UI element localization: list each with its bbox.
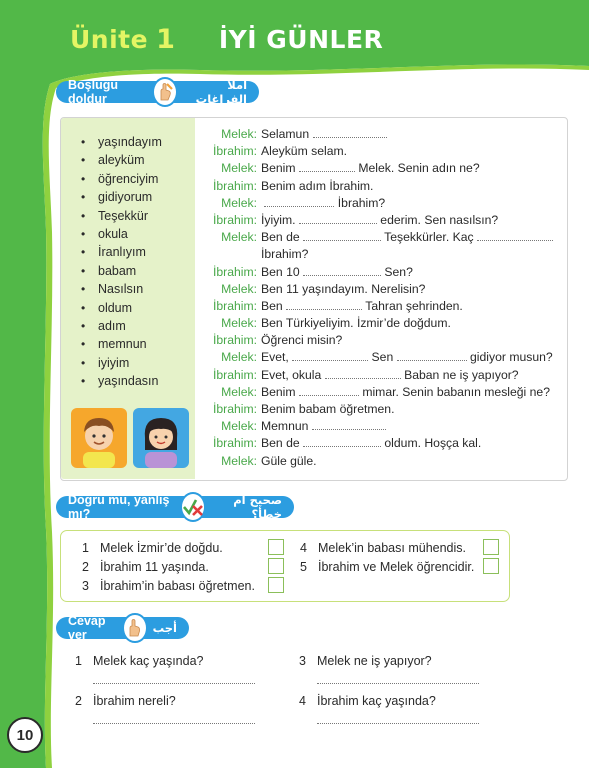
word-bank-item: • memnun [81, 335, 162, 353]
dialog-line [197, 367, 567, 384]
word-bank-item: • aleyküm [81, 151, 162, 169]
section-title: Cevap ver [68, 614, 106, 642]
dialog-line [197, 143, 567, 160]
dialog-segment: Öğrenci misin? [261, 333, 343, 348]
section-pill-answer [56, 614, 189, 642]
word-bank-item: • okula [81, 225, 162, 243]
speaker-name: Melek: [221, 281, 257, 296]
dialog-line [197, 178, 567, 195]
speaker-name [197, 246, 257, 263]
speaker-name: Melek: [221, 230, 257, 245]
speaker-name: İbrahim: [212, 333, 257, 348]
blank-field[interactable] [299, 214, 377, 224]
blank-field[interactable] [303, 437, 381, 447]
dialog-text [257, 384, 550, 401]
speaker-name: Melek: [221, 419, 257, 434]
dialog-line [197, 435, 567, 452]
dialog-line [197, 332, 567, 349]
dialog-line [197, 281, 567, 298]
word-bank-item: • adım [81, 317, 162, 335]
answer-line[interactable] [93, 683, 255, 684]
dialog-text [257, 315, 451, 332]
dialog-segment: Benim adım İbrahim. [261, 178, 374, 193]
blank-field[interactable] [299, 162, 355, 172]
dialog-segment: Teşekkürler. Kaç [381, 230, 477, 245]
dialog-line [197, 160, 567, 177]
speaker-name: İbrahim: [212, 436, 257, 451]
boy-illustration [71, 408, 127, 468]
dialog-line [197, 126, 567, 143]
dialog-text [257, 126, 387, 143]
speaker-name: Melek: [221, 127, 257, 141]
blank-field[interactable] [303, 231, 381, 241]
speaker-name: Melek: [221, 161, 257, 176]
dialog-segment: Evet, okula [261, 367, 325, 382]
blank-field[interactable] [325, 369, 401, 379]
speaker-name: Melek: [221, 384, 257, 399]
question: 1 Melek kaç yaşında? [75, 654, 204, 668]
statement: 4 Melek’in babası mühendis. [300, 541, 466, 555]
blank-field[interactable] [264, 197, 334, 207]
dialog-text [257, 178, 373, 195]
blank-field[interactable] [312, 420, 386, 430]
dialog-segment: Benim babam öğretmen. [261, 402, 395, 416]
dialog-line [197, 384, 567, 401]
dialog-text [257, 332, 342, 349]
speaker-name: İbrahim: [212, 212, 257, 227]
statement: 1 Melek İzmir’de doğdu. [82, 541, 223, 555]
page-number: 10 [7, 717, 43, 753]
word-bank-item: • gidiyorum [81, 188, 162, 206]
dialog-segment: Aleyküm selam. [261, 144, 348, 159]
speaker-name: Melek: [221, 316, 257, 331]
dialog-line [197, 349, 567, 366]
dialog-segment: Memnun [261, 419, 312, 434]
answer-line[interactable] [317, 723, 479, 724]
section-title: Doğru mu, yanlış mı? [68, 493, 170, 521]
statement: 5 İbrahim ve Melek öğrencidir. [300, 560, 475, 574]
word-bank-list [81, 133, 162, 390]
speaker-name: İbrahim: [212, 298, 257, 313]
dialog-text [257, 195, 385, 212]
word-bank [61, 118, 195, 479]
blank-field[interactable] [286, 300, 362, 310]
dialog-segment: İbrahim? [261, 247, 309, 262]
dialog [197, 126, 567, 470]
dialog-segment: Ben [261, 298, 287, 313]
dialog-segment: Ben de [261, 230, 304, 245]
dialog-line [197, 264, 567, 281]
dialog-line [197, 212, 567, 229]
answer-checkbox[interactable] [268, 539, 284, 555]
dialog-text [257, 435, 481, 452]
speaker-name: Melek: [221, 350, 257, 365]
answer-checkbox[interactable] [268, 558, 284, 574]
speaker-name: İbrahim: [212, 144, 257, 159]
blank-field[interactable] [299, 386, 359, 396]
dialog-segment: Evet, [261, 350, 293, 365]
dialog-line [197, 229, 567, 246]
blank-field[interactable] [397, 351, 467, 361]
word-bank-item: • yaşındayım [81, 133, 162, 151]
section-title-arabic: صحيح أم خطأ؟ [233, 493, 282, 521]
dialog-segment: Sen [368, 350, 397, 365]
answer-checkbox[interactable] [483, 539, 499, 555]
unit-title: İYİ GÜNLER [218, 25, 384, 54]
dialog-text [257, 349, 553, 366]
word-bank-item: • Nasılsın [81, 280, 162, 298]
section-title-arabic: املأ الفراغات [195, 78, 248, 106]
statement: 2 İbrahim 11 yaşında. [82, 560, 209, 574]
dialog-segment: Melek. Senin adın ne? [354, 161, 480, 176]
dialog-text [257, 143, 347, 160]
question: 4 İbrahim kaç yaşında? [299, 694, 436, 708]
dialog-text [257, 298, 463, 315]
dialog-text [257, 418, 386, 435]
dialog-segment: Tahran şehrinden. [362, 298, 463, 313]
dialog-line [197, 453, 567, 470]
dialog-segment: Ben de [261, 436, 304, 451]
dialog-text [257, 160, 480, 177]
girl-illustration [133, 408, 189, 468]
dialog-text [257, 264, 413, 281]
word-bank-item: • babam [81, 262, 162, 280]
dialog-text [257, 281, 425, 298]
speaker-name: İbrahim: [212, 178, 257, 193]
dialog-segment: Benim [261, 384, 299, 399]
dialog-segment: İyiyim. [261, 212, 299, 227]
dialog-segment: Ben 11 yaşındayım. Nerelisin? [261, 281, 426, 296]
word-bank-item: • oldum [81, 299, 162, 317]
speaker-name: İbrahim: [212, 264, 257, 279]
dialog-line [197, 246, 567, 263]
dialog-segment: Benim [261, 161, 299, 176]
dialog-segment: mimar. Senin babanın mesleği ne? [358, 384, 550, 399]
dialog-segment: Selamun [261, 127, 313, 141]
word-bank-item: • Teşekkür [81, 207, 162, 225]
dialog-text [257, 212, 498, 229]
dialog-segment: Sen? [381, 264, 413, 279]
dialog-line [197, 298, 567, 315]
dialog-segment: Ben 10 [261, 264, 304, 279]
word-bank-item: • öğrenciyim [81, 170, 162, 188]
dialog-segment: ederim. Sen nasılsın? [376, 212, 499, 227]
unit-number: 1 [156, 24, 175, 55]
dialog-text [257, 401, 394, 418]
section-pill-true-false [56, 493, 294, 521]
blank-field[interactable] [313, 128, 387, 138]
speaker-name: İbrahim: [212, 367, 257, 382]
true-false-exercise [60, 530, 510, 602]
blank-field[interactable] [303, 266, 381, 276]
check-cross-icon [180, 492, 206, 522]
pointing-hand-icon [122, 613, 147, 643]
fill-blanks-exercise [60, 117, 568, 481]
answer-checkbox[interactable] [483, 558, 499, 574]
speaker-name: Melek: [221, 195, 257, 210]
unit-header [70, 24, 383, 55]
unit-word: Ünite [70, 25, 149, 54]
dialog-text [257, 453, 317, 470]
dialog-segment: Ben Türkiyeliyim. İzmir’de doğdum. [261, 316, 451, 331]
blank-field[interactable] [292, 351, 368, 361]
dialog-text [257, 246, 308, 263]
question: 3 Melek ne iş yapıyor? [299, 654, 432, 668]
dialog-line [197, 401, 567, 418]
dialog-line [197, 315, 567, 332]
statement: 3 İbrahim’in babası öğretmen. [82, 579, 255, 593]
section-title: Boşluğu doldur [68, 78, 118, 106]
dialog-segment: gidiyor musun? [466, 350, 553, 365]
dialog-line [197, 195, 567, 212]
speaker-name: İbrahim: [212, 402, 257, 416]
dialog-segment: İbrahim? [334, 195, 386, 210]
dialog-text [257, 229, 553, 246]
blank-field[interactable] [477, 231, 553, 241]
writing-hand-icon [152, 77, 178, 107]
word-bank-item: • iyiyim [81, 354, 162, 372]
question: 2 İbrahim nereli? [75, 694, 176, 708]
section-title-arabic: أجب [152, 621, 177, 635]
section-pill-fill-blanks [56, 78, 259, 106]
answer-line[interactable] [93, 723, 255, 724]
dialog-line [197, 418, 567, 435]
word-bank-item: • yaşındasın [81, 372, 162, 390]
dialog-segment: Baban ne iş yapıyor? [400, 367, 519, 382]
dialog-segment: oldum. Hoşça kal. [381, 436, 482, 451]
answer-line[interactable] [317, 683, 479, 684]
speaker-name: Melek: [221, 453, 257, 468]
word-bank-item: • İranlıyım [81, 243, 162, 261]
dialog-segment: Güle güle. [261, 453, 317, 468]
answer-checkbox[interactable] [268, 577, 284, 593]
dialog-text [257, 367, 519, 384]
